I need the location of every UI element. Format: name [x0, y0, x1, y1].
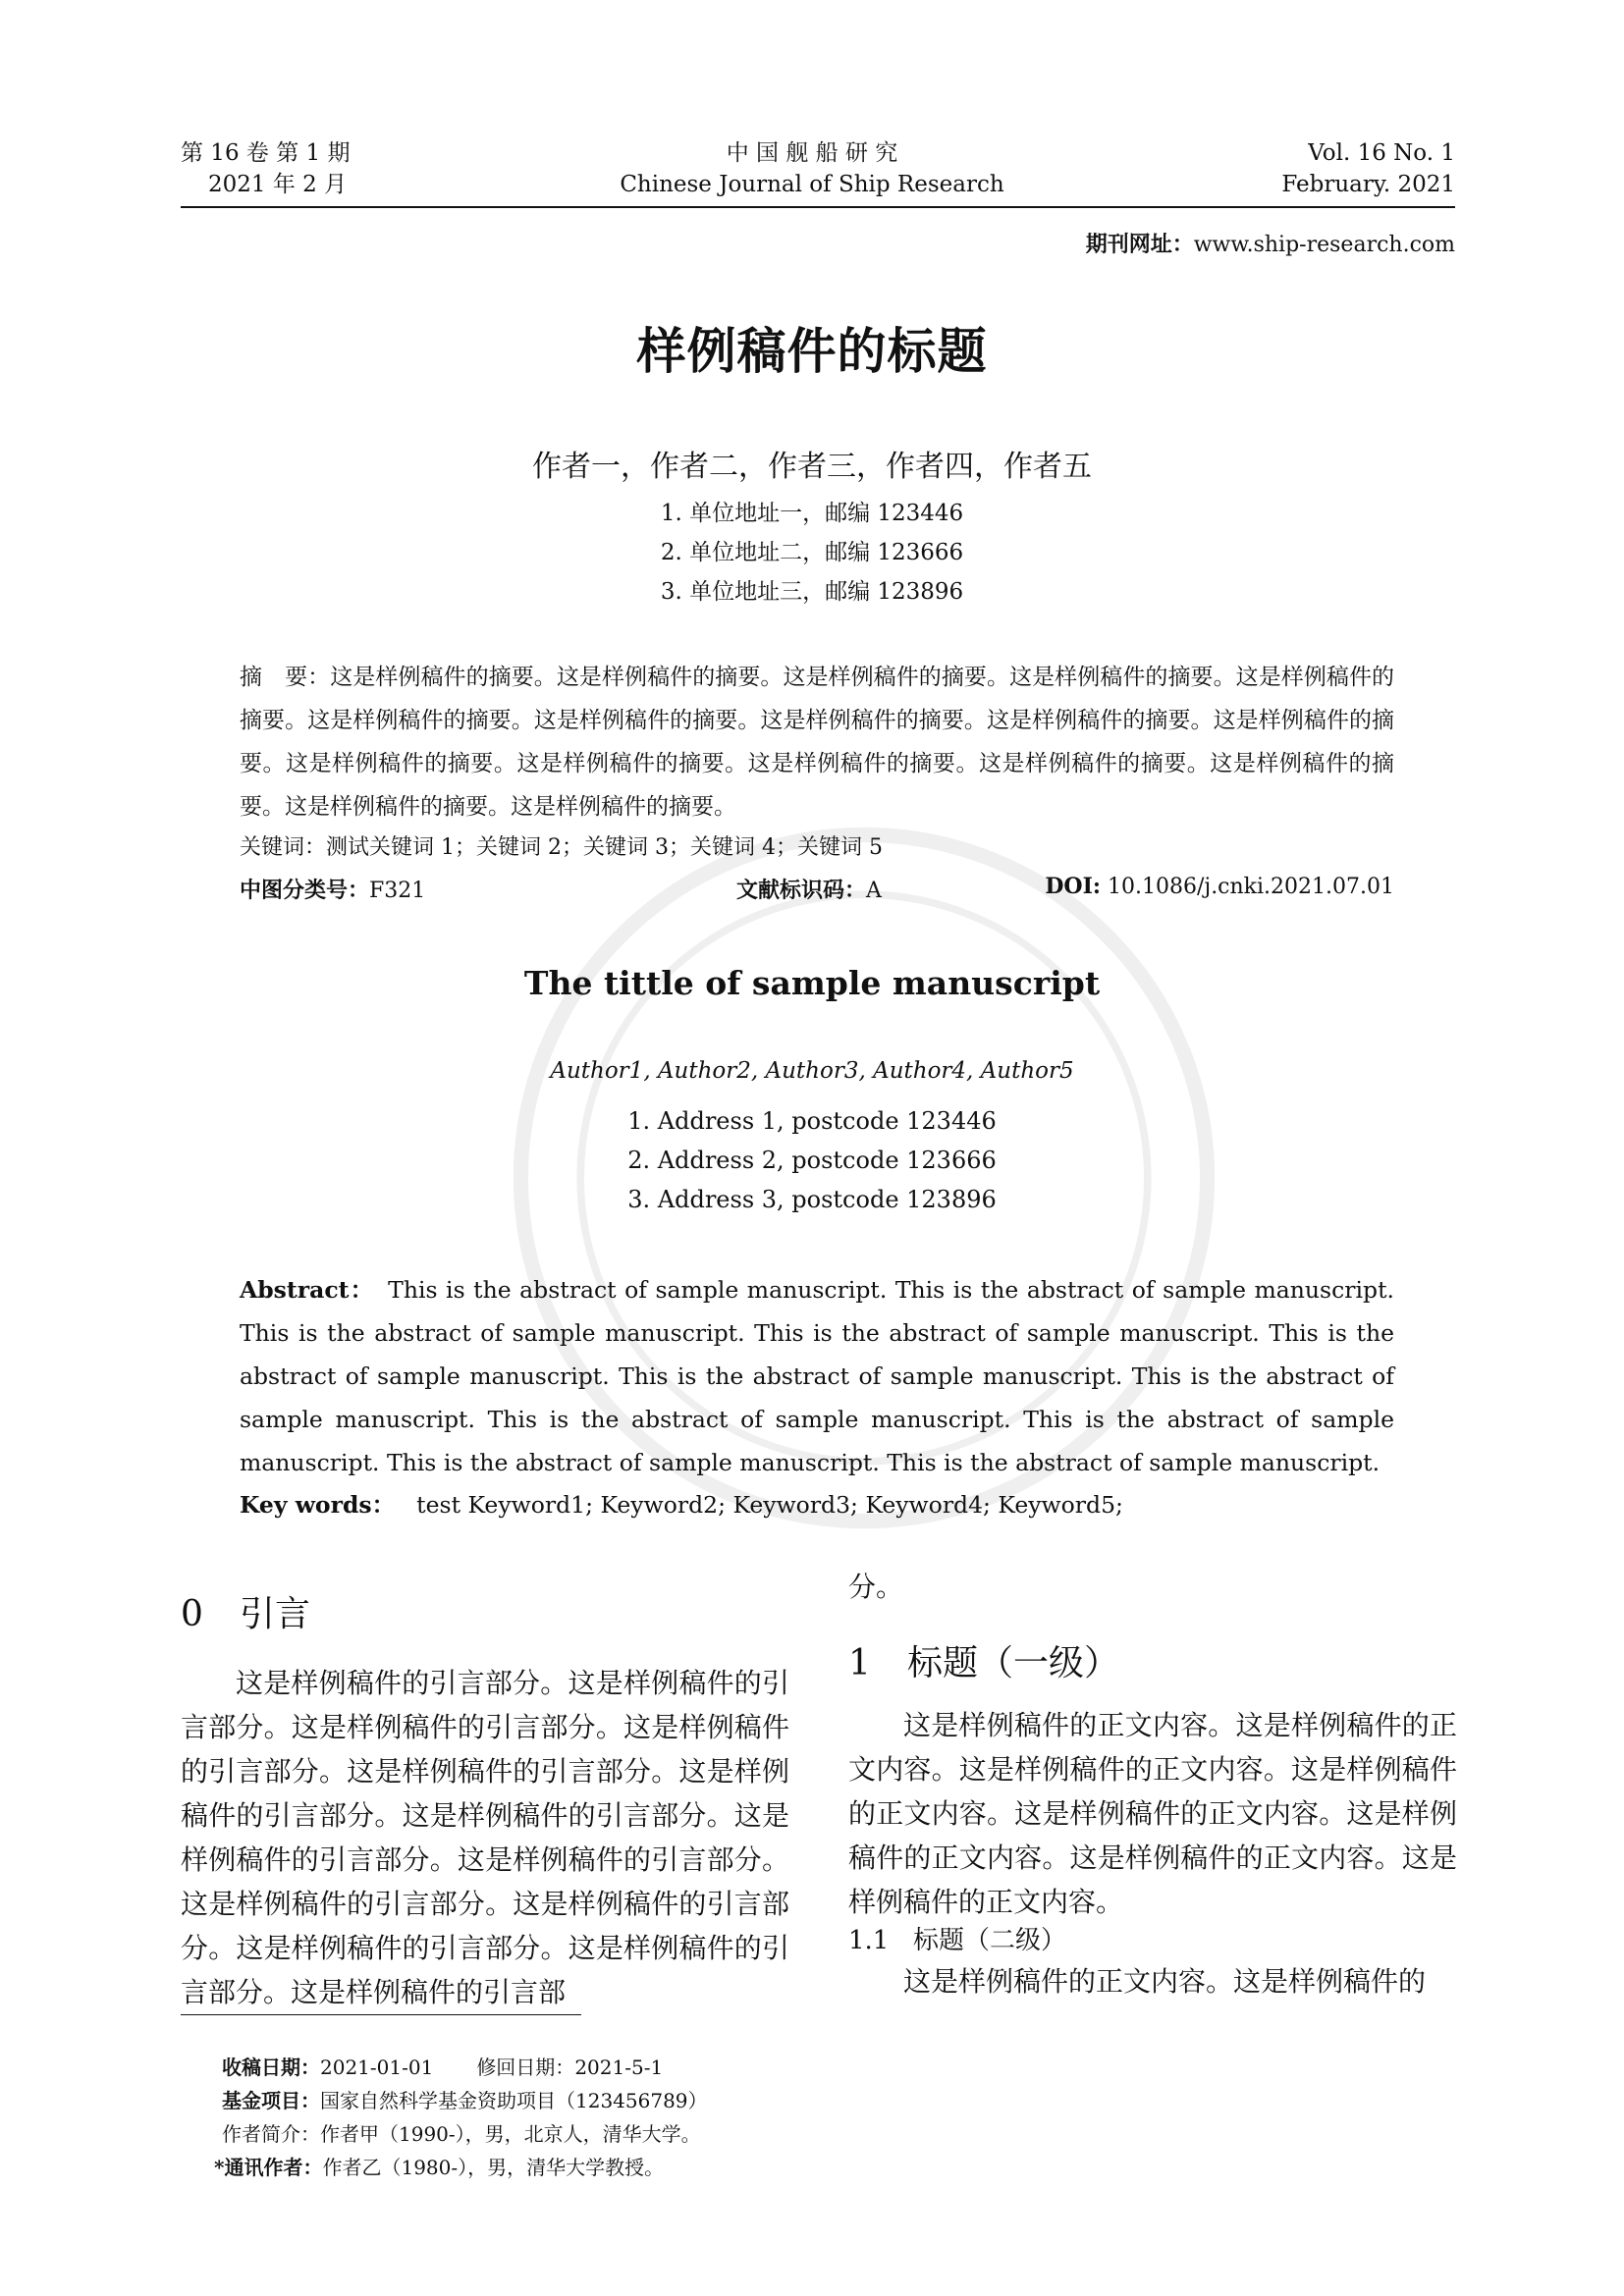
abstract-en-label: Abstract： — [240, 1276, 375, 1304]
subsection-number: 1.1 — [848, 1926, 890, 1955]
header-vol-no: Vol. 16 No. 1 — [1308, 140, 1455, 166]
abstract-cn: 摘 要：这是样例稿件的摘要。这是样例稿件的摘要。这是样例稿件的摘要。这是样例稿件的摘要。这是样例稿件的摘要。这是样例稿件的摘要。这是样例稿件的摘要。这是样例稿件的摘要。这是样例稿件的摘要。这是样例稿件的摘要。这是样例稿件的摘要。这是样例稿件的摘要。这是样例稿件的摘要。这是样例稿件的摘要。这是样例稿件的摘要。这是样例稿件的摘要。这是样例稿件的摘要。 — [240, 665, 1394, 820]
section-number: 1 — [848, 1643, 871, 1683]
journal-website — [1086, 228, 1455, 258]
paragraph: 这是样例稿件的引言部分。这是样例稿件的引言部分。这是样例稿件的引言部分。这是样例稿件的引言部分。这是样例稿件的引言部分。这是样例稿件的引言部分。这是样例稿件的引言部分。这是样例稿件的引言部分。这是样例稿件的引言部分。这是样例稿件的引言部分。这是样例稿件的引言部分。这是样例稿件的引言部分。这是样例稿件的引言部分。这是样例稿件的引言部 — [181, 1667, 789, 2008]
document-code: 文献标识码：A — [736, 878, 882, 903]
header-month-year: February. 2021 — [1281, 172, 1455, 197]
address-cn-2: 2. 单位地址二，邮编 123666 — [660, 540, 964, 565]
section-title: 标题（一级） — [907, 1643, 1120, 1683]
section-1-1-heading — [848, 1920, 1066, 1956]
column-2-continuation: 分。 — [848, 1571, 904, 1603]
address-en-1: 1. Address 1, postcode 123446 — [627, 1107, 997, 1135]
footnote-rule — [181, 2014, 581, 2015]
keywords-cn: 关键词：测试关键词 1；关键词 2；关键词 3；关键词 4；关键词 5 — [240, 835, 883, 860]
address-en-3: 3. Address 3, postcode 123896 — [627, 1186, 997, 1213]
header-volume-en — [1281, 137, 1455, 200]
subsection-title: 标题（二级） — [913, 1926, 1067, 1955]
section-1-1-body — [848, 1959, 1457, 2003]
address-cn-3: 3. 单位地址三，邮编 123896 — [660, 579, 964, 605]
abstract-en-text: This is the abstract of sample manuscript. This is the abstract of sample manuscript. This is the abstract of sample manuscript. This is the abstract of sample manuscript. This is the abstract of sample manuscript. This is the abstract of sample manuscript. This is the abstract of sample manuscript. This is the abstract of sample manuscript. This is the abstract of sample manuscript. This is the abstract of sample manuscript. This is the abstract of sample manuscript. — [240, 1276, 1394, 1476]
doi: DOI: 10.1086/j.cnki.2021.07.01 — [1045, 874, 1394, 899]
keywords-en-label: Key words： — [240, 1491, 396, 1519]
section-number: 0 — [181, 1594, 203, 1634]
keywords-en — [240, 1486, 1394, 1520]
paper-title-cn: 样例稿件的标题 — [636, 322, 988, 380]
journal-name-en: Chinese Journal of Ship Research — [620, 172, 1004, 197]
footnote-author-bio: 作者简介：作者甲（1990-），男，北京人，清华大学。 — [222, 2122, 701, 2146]
keywords-en-text: test Keyword1; Keyword2; Keyword3; Keyword4; Keyword5; — [416, 1491, 1123, 1519]
header-volume: 第 16 卷 第 1 期 — [181, 140, 351, 166]
paragraph: 这是样例稿件的正文内容。这是样例稿件的正文内容。这是样例稿件的正文内容。这是样例稿件的正文内容。这是样例稿件的正文内容。这是样例稿件的正文内容。这是样例稿件的正文内容。这是样例稿件的正文内容。 — [848, 1709, 1457, 1918]
section-1-heading — [848, 1635, 1119, 1685]
header-rule — [181, 206, 1455, 208]
journal-name-cn: 中 国 舰 船 研 究 — [726, 140, 898, 166]
abstract-en — [240, 1268, 1394, 1484]
header-date: 2021 年 2 月 — [208, 172, 348, 197]
footnote-corresponding-author: *通讯作者：作者乙（1980-），男，清华大学教授。 — [214, 2156, 665, 2179]
footnote-fund: 基金项目：国家自然科学基金资助项目（123456789） — [222, 2089, 708, 2112]
website-label: 期刊网址： — [1085, 232, 1194, 257]
paper-title-en: The tittle of sample manuscript — [523, 964, 1101, 1002]
authors-cn: 作者一，作者二，作者三，作者四，作者五 — [532, 450, 1092, 484]
address-cn-1: 1. 单位地址一，邮编 123446 — [660, 501, 964, 526]
section-title: 引言 — [240, 1594, 311, 1634]
section-0-heading — [181, 1586, 310, 1636]
footnote-dates: 收稿日期：2021-01-01 修回日期：2021-5-1 — [222, 2056, 664, 2079]
clc-number: 中图分类号：F321 — [240, 878, 426, 903]
website-url[interactable]: www.ship-research.com — [1193, 233, 1455, 257]
section-1-body — [848, 1703, 1457, 1924]
authors-en: Author1, Author2, Author3, Author4, Author5 — [550, 1058, 1074, 1084]
section-0-body — [181, 1661, 789, 2014]
address-en-2: 2. Address 2, postcode 123666 — [627, 1147, 997, 1174]
paragraph: 这是样例稿件的正文内容。这是样例稿件的 — [903, 1965, 1427, 1998]
